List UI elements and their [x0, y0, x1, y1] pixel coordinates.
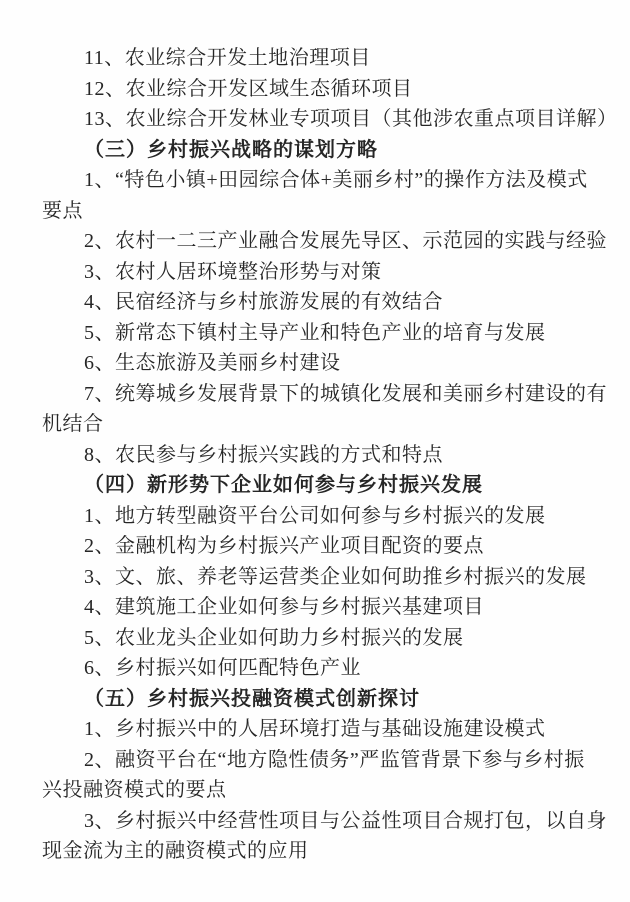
doc-line: 机结合	[42, 413, 104, 435]
doc-line: 2、融资平台在“地方隐性债务”严监管背景下参与乡村振	[84, 748, 585, 771]
doc-line: 3、文、旅、养老等运营类企业如何助推乡村振兴的发展	[84, 565, 587, 588]
doc-line: 5、新常态下镇村主导产业和特色产业的培育与发展	[84, 321, 546, 344]
doc-line: 现金流为主的融资模式的应用	[42, 840, 309, 862]
doc-line: 13、农业综合开发林业专项项目（其他涉农重点项目详解）	[84, 108, 618, 130]
doc-line: 5、农业龙头企业如何助力乡村振兴的发展	[84, 626, 464, 649]
doc-line: 1、“特色小镇+田园综合体+美丽乡村”的操作方法及模式	[84, 169, 588, 191]
section-heading: （五）乡村振兴投融资模式创新探讨	[84, 687, 420, 710]
doc-line: 12、农业综合开发区域生态循环项目	[84, 77, 413, 100]
section-heading: （四）新形势下企业如何参与乡村振兴发展	[84, 474, 483, 496]
section-heading: （三）乡村振兴战略的谋划方略	[84, 138, 378, 161]
doc-line: 4、建筑施工企业如何参与乡村振兴基建项目	[84, 596, 484, 618]
doc-line: 6、生态旅游及美丽乡村建设	[84, 352, 341, 374]
doc-line: 6、乡村振兴如何匹配特色产业	[84, 657, 361, 679]
doc-line: 2、金融机构为乡村振兴产业项目配资的要点	[84, 535, 484, 557]
doc-line: 8、农民参与乡村振兴实践的方式和特点	[84, 443, 443, 466]
doc-line: 3、农村人居环境整治形势与对策	[84, 260, 382, 283]
doc-line: 4、民宿经济与乡村旅游发展的有效结合	[84, 291, 443, 313]
doc-line: 2、农村一二三产业融合发展先导区、示范园的实践与经验	[84, 230, 607, 252]
doc-line: 11、农业综合开发土地治理项目	[84, 47, 371, 69]
doc-line: 3、乡村振兴中经营性项目与公益性项目合规打包，以自身	[84, 809, 607, 832]
doc-line: 1、地方转型融资平台公司如何参与乡村振兴的发展	[84, 504, 546, 527]
doc-line: 要点	[42, 199, 83, 222]
doc-line: 7、统筹城乡发展背景下的城镇化发展和美丽乡村建设的有	[84, 382, 607, 405]
doc-line: 1、乡村振兴中的人居环境打造与基础设施建设模式	[84, 718, 546, 740]
doc-line: 兴投融资模式的要点	[42, 779, 227, 801]
